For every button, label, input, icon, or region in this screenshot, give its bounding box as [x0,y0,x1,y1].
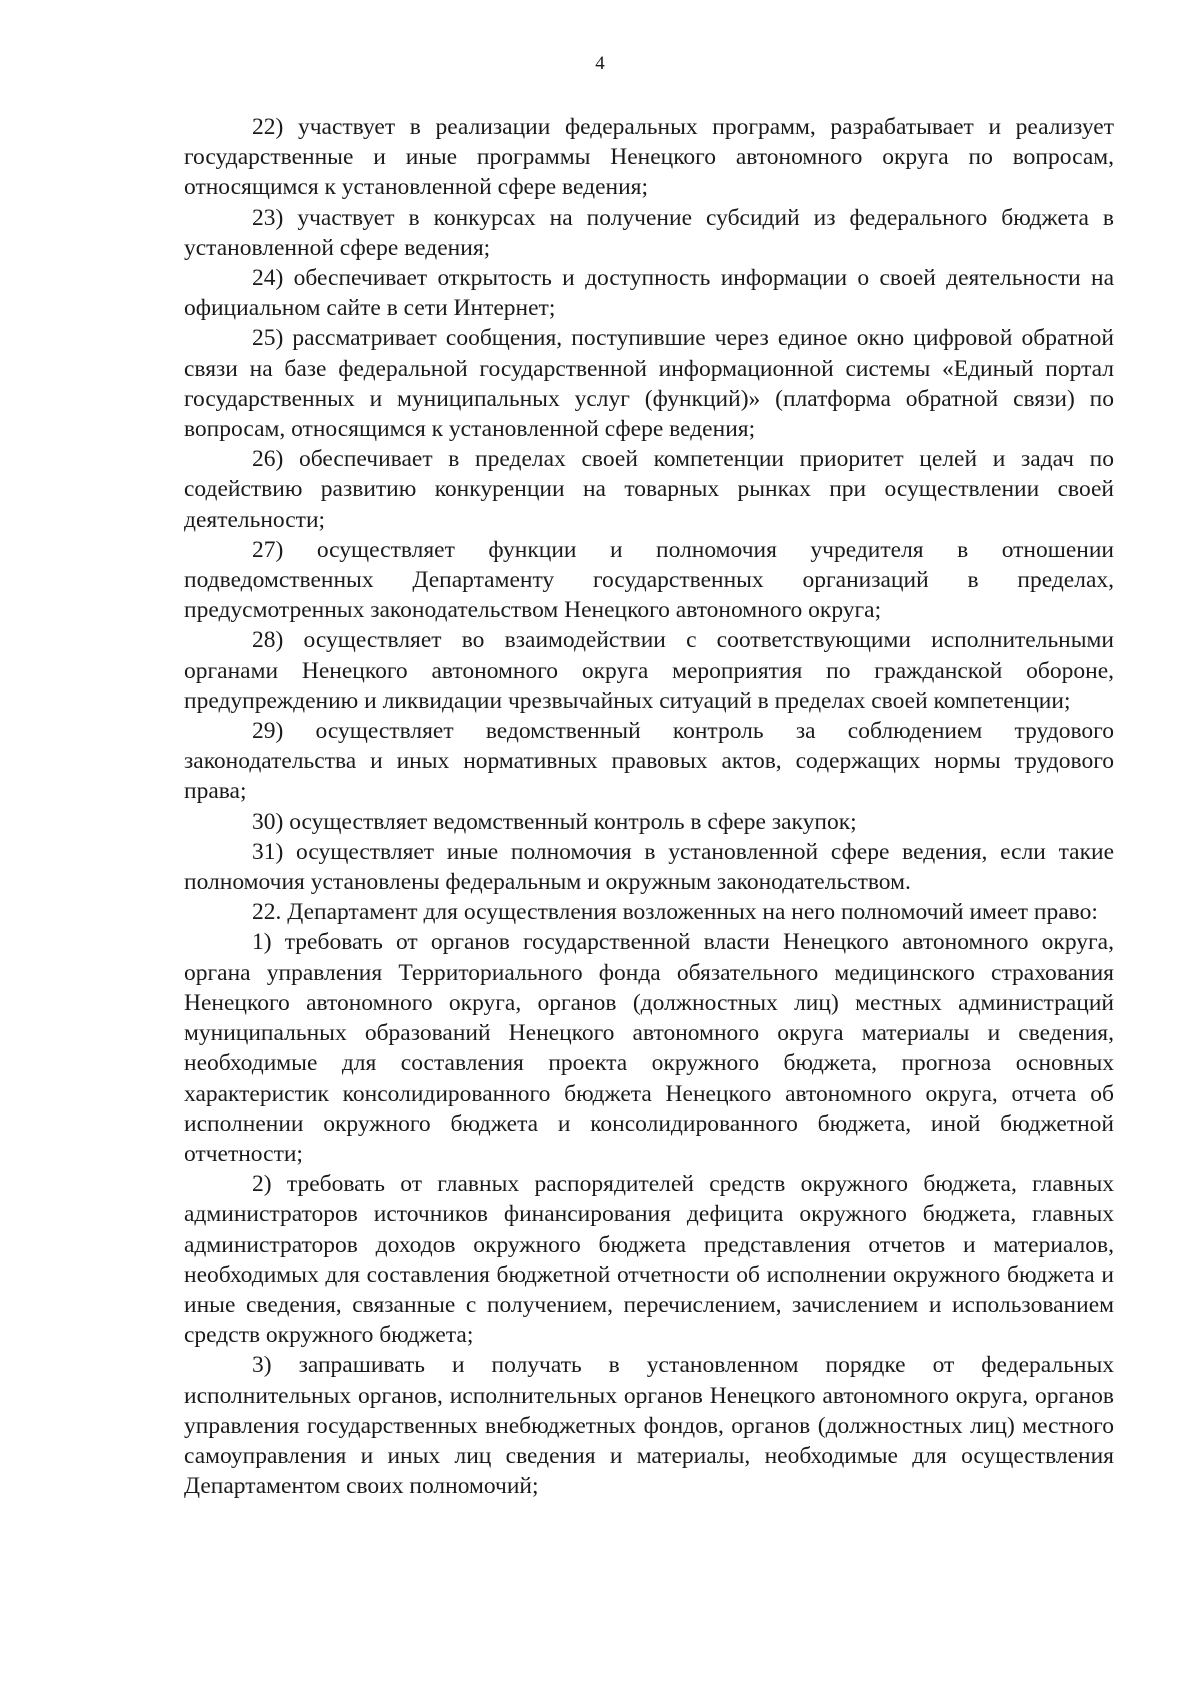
page-number: 4 [595,53,605,74]
paragraph-item-27: 27) осуществляет функции и полномочия учредителя в отношении подведомственных Департаменту государственных организаций в пределах, предусмотренных законодательством Ненецкого автономного округа; [184,536,1114,624]
paragraph-item-26: 26) обеспечивает в пределах своей компетенции приоритет целей и задач по содействию развитию конкуренции на товарных рынках при осуществлении своей деятельности; [184,446,1114,533]
paragraph-item-22: 22) участвует в реализации федеральных программ, разрабатывает и реализует государственные и иные программы Ненецкого автономного округа по вопросам, относящимся к установленной сфере ведения; [184,114,1114,201]
paragraph-item-23: 23) участвует в конкурсах на получение субсидий из федерального бюджета в установленной сфере ведения; [184,204,1114,261]
document-body [184,112,1114,1501]
right-item-1: 1) требовать от органов государственной власти Ненецкого автономного округа, органа управления Территориального фонда обязательного медицинского страхования Ненецкого автономного округа, органов (должностных лиц) местных администраций муниципальных образований Ненецкого автономного округа материалы и сведения, необходимые для составления проекта окружного бюджета, прогноза основных характеристик консолидированного бюджета Ненецкого автономного округа, отчета об исполнении окружного бюджета и консолидированного бюджета, иной бюджетной отчетности; [184,929,1114,1167]
paragraph-item-31: 31) осуществляет иные полномочия в установленной сфере ведения, если такие полномочия установлены федеральным и окружным законодательством. [184,838,1114,896]
right-item-2: 2) требовать от главных распорядителей средств окружного бюджета, главных администраторов источников финансирования дефицита окружного бюджета, главных администраторов доходов окружного бюджета представления отчетов и материалов, необходимых для составления бюджетной отчетности об исполнении окружного бюджета и иные сведения, связанные с получением, перечислением, зачислением и использованием средств окружного бюджета; [184,1171,1114,1349]
paragraph-item-29: 29) осуществляет ведомственный контроль за соблюдением трудового законодательства и иных нормативных правовых актов, содержащих нормы трудового права; [184,718,1114,805]
paragraph-item-28: 28) осуществляет во взаимодействии с соответствующими исполнительными органами Ненецкого автономного округа мероприятия по гражданской обороне, предупреждению и ликвидации чрезвычайных ситуаций в пределах своей компетенции; [184,627,1114,714]
right-item-3: 3) запрашивать и получать в установленном порядке от федеральных исполнительных органов, исполнительных органов Ненецкого автономного округа, органов управления государственных внебюджетных фондов, органов (должностных лиц) местного самоуправления и иных лиц сведения и материалы, необходимые для осуществления Департаментом своих полномочий; [184,1352,1114,1500]
section-22-heading-paragraph: 22. Департамент для осуществления возложенных на него полномочий имеет право: [252,899,1098,926]
paragraph-item-24: 24) обеспечивает открытость и доступность информации о своей деятельности на официальном сайте в сети Интернет; [184,265,1114,322]
paragraph-item-30: 30) осуществляет ведомственный контроль в сфере закупок; [252,808,857,835]
paragraph-item-25: 25) рассматривает сообщения, поступившие через единое окно цифровой обратной связи на базе федеральной государственной информационной системы «Единый портал государственных и муниципальных услуг (функций)» (платформа обратной связи) по вопросам, относящимся к установленной сфере ведения; [184,325,1114,443]
